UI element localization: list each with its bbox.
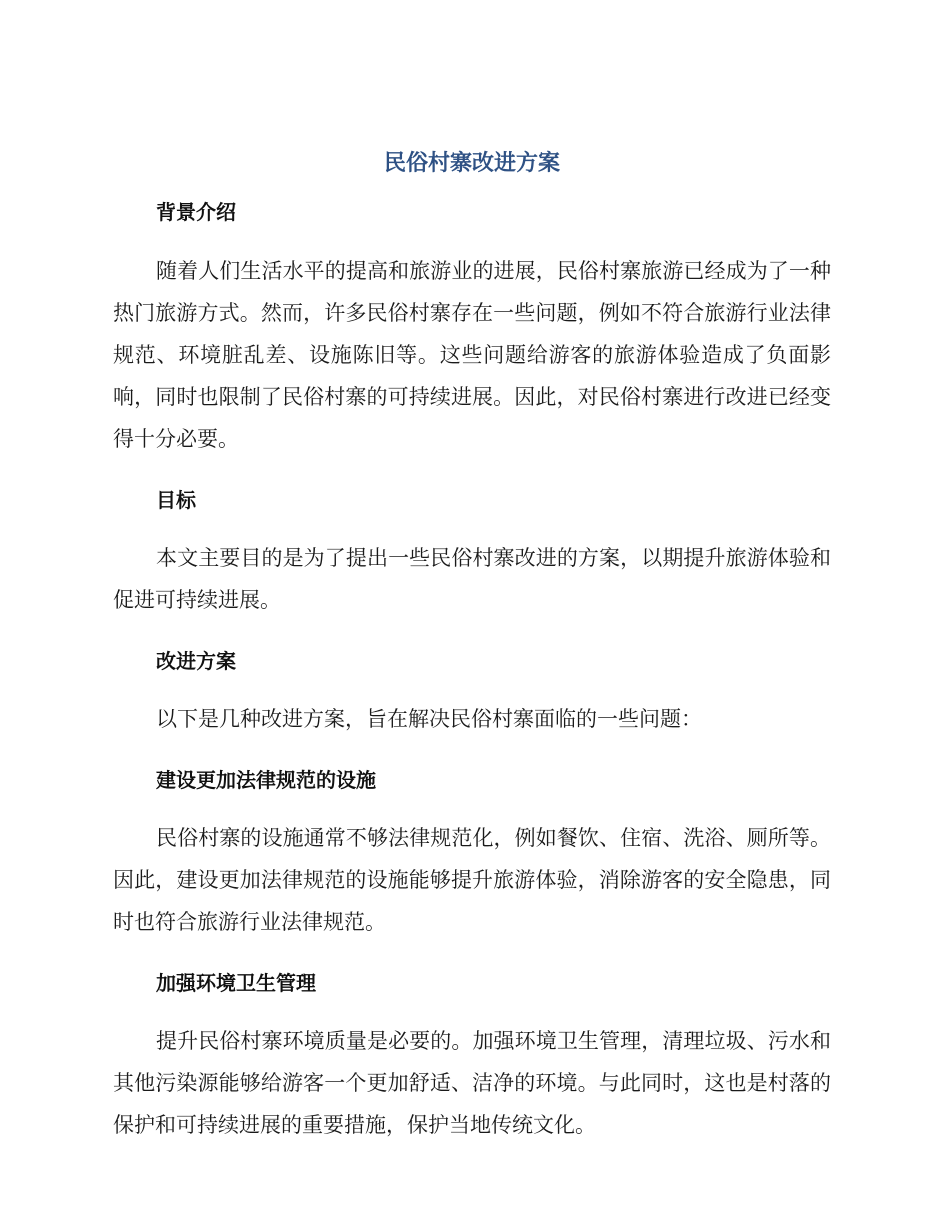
section-paragraph-background: 随着人们生活水平的提高和旅游业的进展，民俗村寨旅游已经成为了一种热门旅游方式。然而，许多民俗村寨存在一些问题，例如不符合旅游行业法律规范、环境脏乱差、设施陈旧等。这些问题给游客的旅游体验造成了负面影响，同时也限制了民俗村寨的可持续进展。因此，对民俗村寨进行改进已经变得十分必要。 — [113, 259, 831, 451]
section-heading-facilities: 建设更加法律规范的设施 — [156, 768, 376, 792]
section-heading-goal: 目标 — [156, 488, 196, 512]
section-paragraph-plan: 以下是几种改进方案，旨在解决民俗村寨面临的一些问题： — [156, 707, 702, 731]
section-heading-environment: 加强环境卫生管理 — [156, 971, 316, 995]
section-heading-background: 背景介绍 — [156, 200, 236, 224]
document-page — [113, 147, 831, 1146]
section-paragraph-goal: 本文主要目的是为了提出一些民俗村寨改进的方案，以期提升旅游体验和促进可持续进展。 — [113, 546, 831, 612]
section-paragraph-facilities: 民俗村寨的设施通常不够法律规范化，例如餐饮、住宿、洗浴、厕所等。因此，建设更加法律规范的设施能够提升旅游体验，消除游客的安全隐患，同时也符合旅游行业法律规范。 — [113, 826, 831, 934]
section-heading-plan: 改进方案 — [156, 649, 236, 673]
document-title: 民俗村寨改进方案 — [383, 151, 560, 176]
section-paragraph-environment: 提升民俗村寨环境质量是必要的。加强环境卫生管理，清理垃圾、污水和其他污染源能够给游客一个更加舒适、洁净的环境。与此同时，这也是村落的保护和可持续进展的重要措施，保护当地传统文化。 — [113, 1029, 831, 1137]
